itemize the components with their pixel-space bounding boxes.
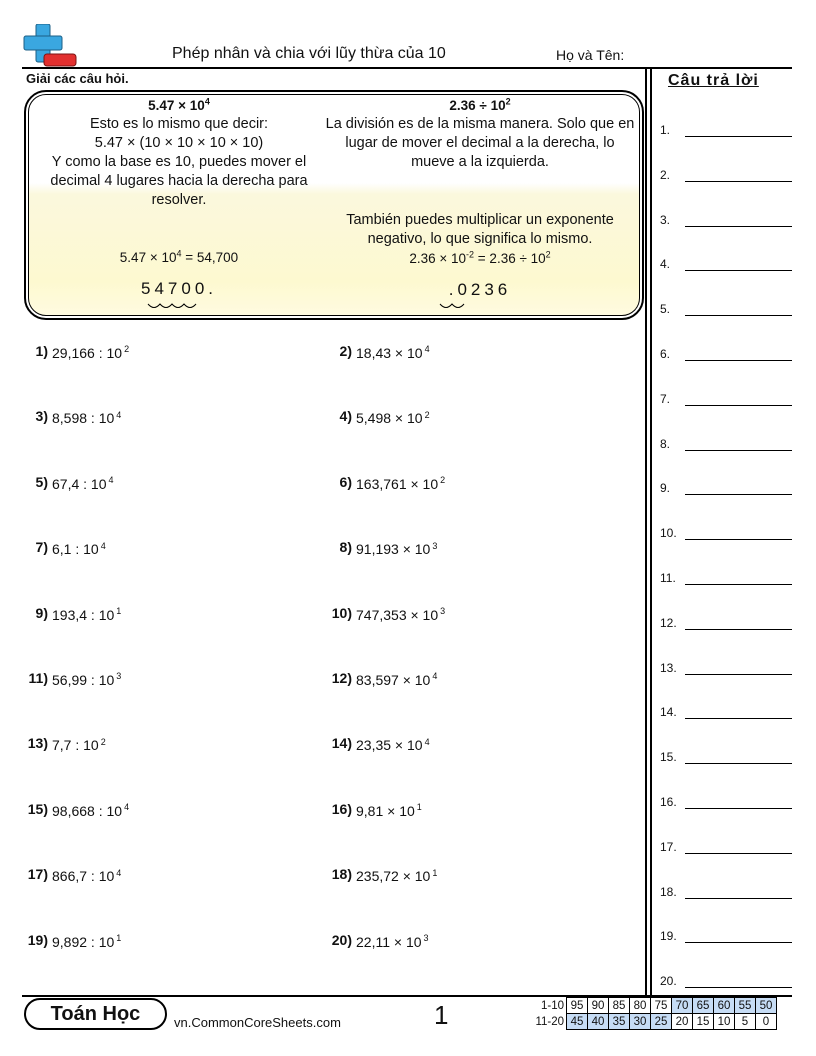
problem-exponent: 4 bbox=[424, 344, 430, 355]
problem-base: 7,7 : 10 bbox=[52, 737, 99, 754]
answer-label: 3. bbox=[660, 212, 671, 227]
answer-blank[interactable] bbox=[685, 226, 792, 227]
problem-expression bbox=[356, 737, 430, 753]
problem-base: 747,353 × 10 bbox=[356, 606, 439, 623]
problem-number: 6) bbox=[339, 473, 352, 490]
problem-exponent: 2 bbox=[124, 344, 130, 355]
answer-line[interactable] bbox=[660, 571, 792, 587]
problem-base: 29,166 : 10 bbox=[52, 345, 123, 361]
example-left-equation: $5.47 \times 10^4 = 54,700$ bbox=[119, 248, 239, 265]
answer-label: 1. bbox=[660, 123, 671, 137]
problem-exponent: 1 bbox=[432, 867, 438, 878]
example-left-line3: Y como la base es 10, puedes mover el decimal 4 lugares hacia la derecha para resolver. bbox=[50, 154, 308, 208]
problem-item bbox=[322, 605, 602, 625]
problem-expression bbox=[356, 803, 422, 819]
problem-item bbox=[18, 670, 298, 690]
problem-item bbox=[322, 670, 602, 690]
problem-number: 4) bbox=[339, 408, 352, 425]
answer-blank[interactable] bbox=[685, 808, 792, 809]
answer-label: 17. bbox=[660, 839, 677, 854]
problem-expression bbox=[52, 607, 121, 623]
score-cell: 65 bbox=[693, 998, 714, 1014]
problem-exponent: 2 bbox=[424, 409, 430, 420]
score-cell: 80 bbox=[630, 998, 651, 1014]
problem-exponent: 1 bbox=[116, 932, 122, 943]
answer-blank[interactable] bbox=[685, 898, 792, 899]
score-cell: 20 bbox=[672, 1014, 693, 1030]
answer-label: 14. bbox=[660, 705, 677, 720]
answer-line[interactable] bbox=[660, 302, 792, 318]
answer-label: 18. bbox=[660, 884, 677, 899]
answer-line[interactable] bbox=[660, 481, 792, 497]
problem-expression bbox=[356, 476, 445, 492]
problem-expression bbox=[356, 541, 437, 557]
problem-number: 12) bbox=[331, 670, 352, 686]
problem-exponent: 4 bbox=[116, 867, 122, 878]
problem-item bbox=[18, 932, 298, 952]
score-cell: 60 bbox=[714, 998, 735, 1014]
example-left-digits: 54700. bbox=[141, 279, 217, 298]
score-cell: 50 bbox=[756, 998, 777, 1014]
score-row-label: 11-20 bbox=[535, 1015, 564, 1028]
problem-exponent: 4 bbox=[124, 802, 130, 813]
problem-number: 15) bbox=[27, 800, 48, 817]
answer-blank[interactable] bbox=[685, 853, 792, 854]
problem-base: 22,11 × 10 bbox=[356, 933, 422, 950]
problem-expression bbox=[52, 476, 114, 492]
problem-base: 5,498 × 10 bbox=[356, 410, 423, 427]
answer-label: 16. bbox=[660, 795, 677, 809]
answer-line[interactable] bbox=[660, 616, 792, 632]
answer-line[interactable] bbox=[660, 840, 792, 856]
name-label: Họ và Tên: bbox=[556, 47, 625, 63]
score-cell: 0 bbox=[756, 1014, 777, 1030]
problem-base: 9,892 : 10 bbox=[52, 933, 115, 950]
answer-column-divider bbox=[645, 67, 647, 995]
problem-number: 2) bbox=[339, 343, 352, 359]
answer-label: 8. bbox=[660, 436, 671, 451]
score-cell: 90 bbox=[588, 998, 609, 1014]
answer-column-divider-2 bbox=[650, 67, 652, 995]
answer-blank[interactable] bbox=[685, 136, 792, 137]
instructions: Giải các câu hỏi. bbox=[26, 71, 129, 86]
answer-blank[interactable] bbox=[685, 629, 792, 630]
problem-item bbox=[322, 474, 602, 494]
problem-base: 235,72 × 10 bbox=[356, 868, 431, 885]
problem-number: 11) bbox=[28, 670, 48, 686]
problem-base: 56,99 : 10 bbox=[52, 672, 115, 688]
example-left-line2: 5.47 × (10 × 10 × 10 × 10) bbox=[94, 135, 264, 151]
score-cell: 55 bbox=[735, 998, 756, 1014]
answer-line[interactable] bbox=[660, 974, 792, 990]
problem-expression bbox=[356, 934, 429, 950]
answer-line[interactable] bbox=[660, 661, 792, 677]
answer-blank[interactable] bbox=[685, 942, 792, 943]
problem-exponent: 3 bbox=[440, 605, 446, 616]
problem-base: 163,761 × 10 bbox=[356, 475, 439, 492]
hop-arrows-icon bbox=[146, 303, 206, 311]
score-cell: 35 bbox=[609, 1014, 630, 1030]
problem-exponent: 4 bbox=[100, 540, 106, 551]
problem-base: 6,1 : 10 bbox=[52, 541, 99, 558]
answer-line[interactable] bbox=[660, 123, 792, 139]
score-cell: 40 bbox=[588, 1014, 609, 1030]
problem-item bbox=[18, 605, 298, 625]
score-cell: 25 bbox=[651, 1014, 672, 1030]
answer-label: 19. bbox=[660, 929, 677, 944]
problem-base: 98,668 : 10 bbox=[52, 802, 123, 819]
problem-base: 83,597 × 10 bbox=[356, 672, 431, 688]
problem-number: 14) bbox=[331, 735, 352, 752]
problem-item bbox=[322, 932, 602, 952]
score-cell: 30 bbox=[630, 1014, 651, 1030]
problem-item bbox=[18, 866, 298, 886]
answer-label: 11. bbox=[660, 571, 676, 585]
answer-blank[interactable] bbox=[685, 494, 792, 495]
problem-item bbox=[322, 735, 602, 755]
problem-exponent: 4 bbox=[116, 409, 122, 420]
answer-label: 13. bbox=[660, 660, 677, 675]
problem-expression bbox=[52, 934, 121, 950]
problem-exponent: 3 bbox=[432, 540, 438, 551]
problem-expression bbox=[52, 672, 121, 688]
answer-blank[interactable] bbox=[685, 674, 792, 675]
answer-label: 4. bbox=[660, 257, 671, 272]
problem-base: 18,43 × 10 bbox=[356, 345, 423, 361]
problem-base: 9,81 × 10 bbox=[356, 802, 415, 819]
problem-exponent: 3 bbox=[423, 932, 429, 943]
answer-line[interactable] bbox=[660, 885, 792, 901]
score-cell: 10 bbox=[714, 1014, 735, 1030]
example-right bbox=[325, 95, 635, 299]
example-right-digits: .0236 bbox=[448, 280, 512, 299]
problem-number: 10) bbox=[331, 604, 352, 621]
answer-line[interactable] bbox=[660, 795, 792, 811]
problem-number: 8) bbox=[339, 539, 352, 556]
problem-expression bbox=[52, 868, 121, 884]
answer-blank[interactable] bbox=[685, 405, 792, 406]
answer-label: 7. bbox=[660, 391, 671, 406]
problem-item bbox=[18, 735, 298, 755]
score-cell: 70 bbox=[672, 998, 693, 1014]
answer-line[interactable] bbox=[660, 257, 792, 273]
score-row-label: 1-10 bbox=[540, 999, 564, 1012]
problem-base: 193,4 : 10 bbox=[52, 606, 115, 623]
answer-label: 5. bbox=[660, 302, 671, 317]
problem-item bbox=[18, 408, 298, 428]
answers-title: Câu trả lời bbox=[668, 72, 759, 89]
answer-line[interactable] bbox=[660, 705, 792, 721]
problem-expression bbox=[52, 737, 106, 753]
example-right-line1: La división es de la misma manera. Solo que en lugar de mover el decimal a la derecha, lo mueve a la izquierda. bbox=[325, 116, 635, 170]
problem-item bbox=[322, 866, 602, 886]
plus-minus-logo-icon bbox=[22, 24, 78, 68]
score-cell: 75 bbox=[651, 998, 672, 1014]
problem-exponent: 1 bbox=[416, 802, 422, 813]
answer-label: 15. bbox=[660, 750, 677, 765]
problem-number: 17) bbox=[27, 866, 48, 883]
answer-blank[interactable] bbox=[685, 450, 792, 451]
problem-base: 91,193 × 10 bbox=[356, 541, 431, 558]
problem-number: 13) bbox=[27, 735, 48, 752]
answer-blank[interactable] bbox=[685, 315, 792, 316]
problem-base: 866,7 : 10 bbox=[52, 868, 115, 885]
answer-line[interactable] bbox=[660, 392, 792, 408]
problem-item bbox=[322, 408, 602, 428]
answer-label: 9. bbox=[660, 481, 671, 496]
problem-expression bbox=[52, 803, 129, 819]
answer-blank[interactable] bbox=[685, 270, 792, 271]
score-cell: 5 bbox=[735, 1014, 756, 1030]
example-right-equation: $2.36 \times 10^{-2} = 2.36 \div 10^2$ bbox=[409, 249, 551, 266]
problem-item bbox=[322, 539, 602, 559]
problem-exponent: 4 bbox=[432, 671, 438, 682]
score-cell: 95 bbox=[567, 998, 588, 1014]
site-url: vn.CommonCoreSheets.com bbox=[174, 1015, 341, 1030]
score-cell: 15 bbox=[693, 1014, 714, 1030]
example-right-line2: También puedes multiplicar un exponente negativo, lo que significa lo mismo. bbox=[346, 212, 614, 247]
page-number: 1 bbox=[434, 1000, 449, 1030]
problem-expression bbox=[52, 345, 129, 361]
answer-line[interactable] bbox=[660, 437, 792, 453]
problem-item bbox=[18, 539, 298, 559]
problem-exponent: 1 bbox=[116, 605, 122, 616]
problem-expression bbox=[356, 868, 437, 884]
score-cell: 85 bbox=[609, 998, 630, 1014]
answer-blank[interactable] bbox=[685, 181, 792, 182]
problem-number: 3) bbox=[35, 408, 48, 425]
header-divider bbox=[22, 67, 792, 69]
problem-item bbox=[322, 343, 602, 363]
example-left-heading: $5.47 \times 10^4$ bbox=[148, 96, 210, 113]
problem-expression bbox=[52, 410, 121, 426]
answer-line[interactable] bbox=[660, 213, 792, 229]
answer-line[interactable] bbox=[660, 750, 792, 766]
problem-number: 16) bbox=[331, 800, 352, 817]
problem-number: 5) bbox=[35, 473, 48, 490]
answer-blank[interactable] bbox=[685, 763, 792, 764]
answer-label: 12. bbox=[660, 615, 677, 630]
problem-exponent: 2 bbox=[440, 475, 446, 486]
problem-number: 7) bbox=[35, 539, 48, 556]
answer-label: 10. bbox=[660, 526, 677, 541]
answer-line[interactable] bbox=[660, 526, 792, 542]
answer-blank[interactable] bbox=[685, 539, 792, 540]
worksheet-title: Phép nhân và chia với lũy thừa của 10 bbox=[172, 45, 446, 62]
example-left bbox=[29, 95, 329, 298]
problem-number: 18) bbox=[331, 866, 352, 883]
problem-expression bbox=[356, 607, 445, 623]
answer-blank[interactable] bbox=[685, 584, 792, 585]
answer-blank[interactable] bbox=[685, 718, 792, 719]
problem-base: 23,35 × 10 bbox=[356, 737, 423, 754]
answer-blank[interactable] bbox=[685, 360, 792, 361]
problem-number: 19) bbox=[27, 931, 48, 948]
problem-number: 20) bbox=[331, 931, 352, 948]
answer-line[interactable] bbox=[660, 929, 792, 945]
problem-exponent: 4 bbox=[108, 475, 114, 486]
score-table bbox=[528, 997, 777, 1030]
problem-item bbox=[18, 474, 298, 494]
problem-exponent: 3 bbox=[116, 671, 122, 682]
problem-item bbox=[322, 801, 602, 821]
answer-blank[interactable] bbox=[685, 987, 792, 988]
example-box bbox=[28, 94, 640, 316]
problem-number: 1) bbox=[35, 343, 48, 359]
answer-label: 2. bbox=[660, 167, 671, 182]
problem-expression bbox=[52, 541, 106, 557]
problem-base: 67,4 : 10 bbox=[52, 475, 107, 492]
answer-line[interactable] bbox=[660, 347, 792, 363]
problem-exponent: 4 bbox=[424, 736, 430, 747]
problem-expression bbox=[356, 345, 430, 361]
answer-line[interactable] bbox=[660, 168, 792, 184]
example-right-heading: $2.36 \div 10^2$ bbox=[449, 96, 511, 113]
problem-base: 8,598 : 10 bbox=[52, 410, 115, 427]
score-cell: 45 bbox=[567, 1014, 588, 1030]
problem-expression bbox=[356, 672, 437, 688]
problem-expression bbox=[356, 410, 430, 426]
problem-exponent: 2 bbox=[100, 736, 106, 747]
problem-number: 9) bbox=[35, 604, 48, 621]
problem-item bbox=[18, 801, 298, 821]
answer-label: 20. bbox=[660, 974, 677, 989]
example-left-line1: Esto es lo mismo que decir: bbox=[89, 116, 269, 132]
answer-label: 6. bbox=[660, 347, 671, 361]
brand-badge: Toán Học bbox=[24, 998, 167, 1030]
hop-arrows-icon bbox=[438, 303, 468, 311]
problem-item bbox=[18, 343, 298, 363]
